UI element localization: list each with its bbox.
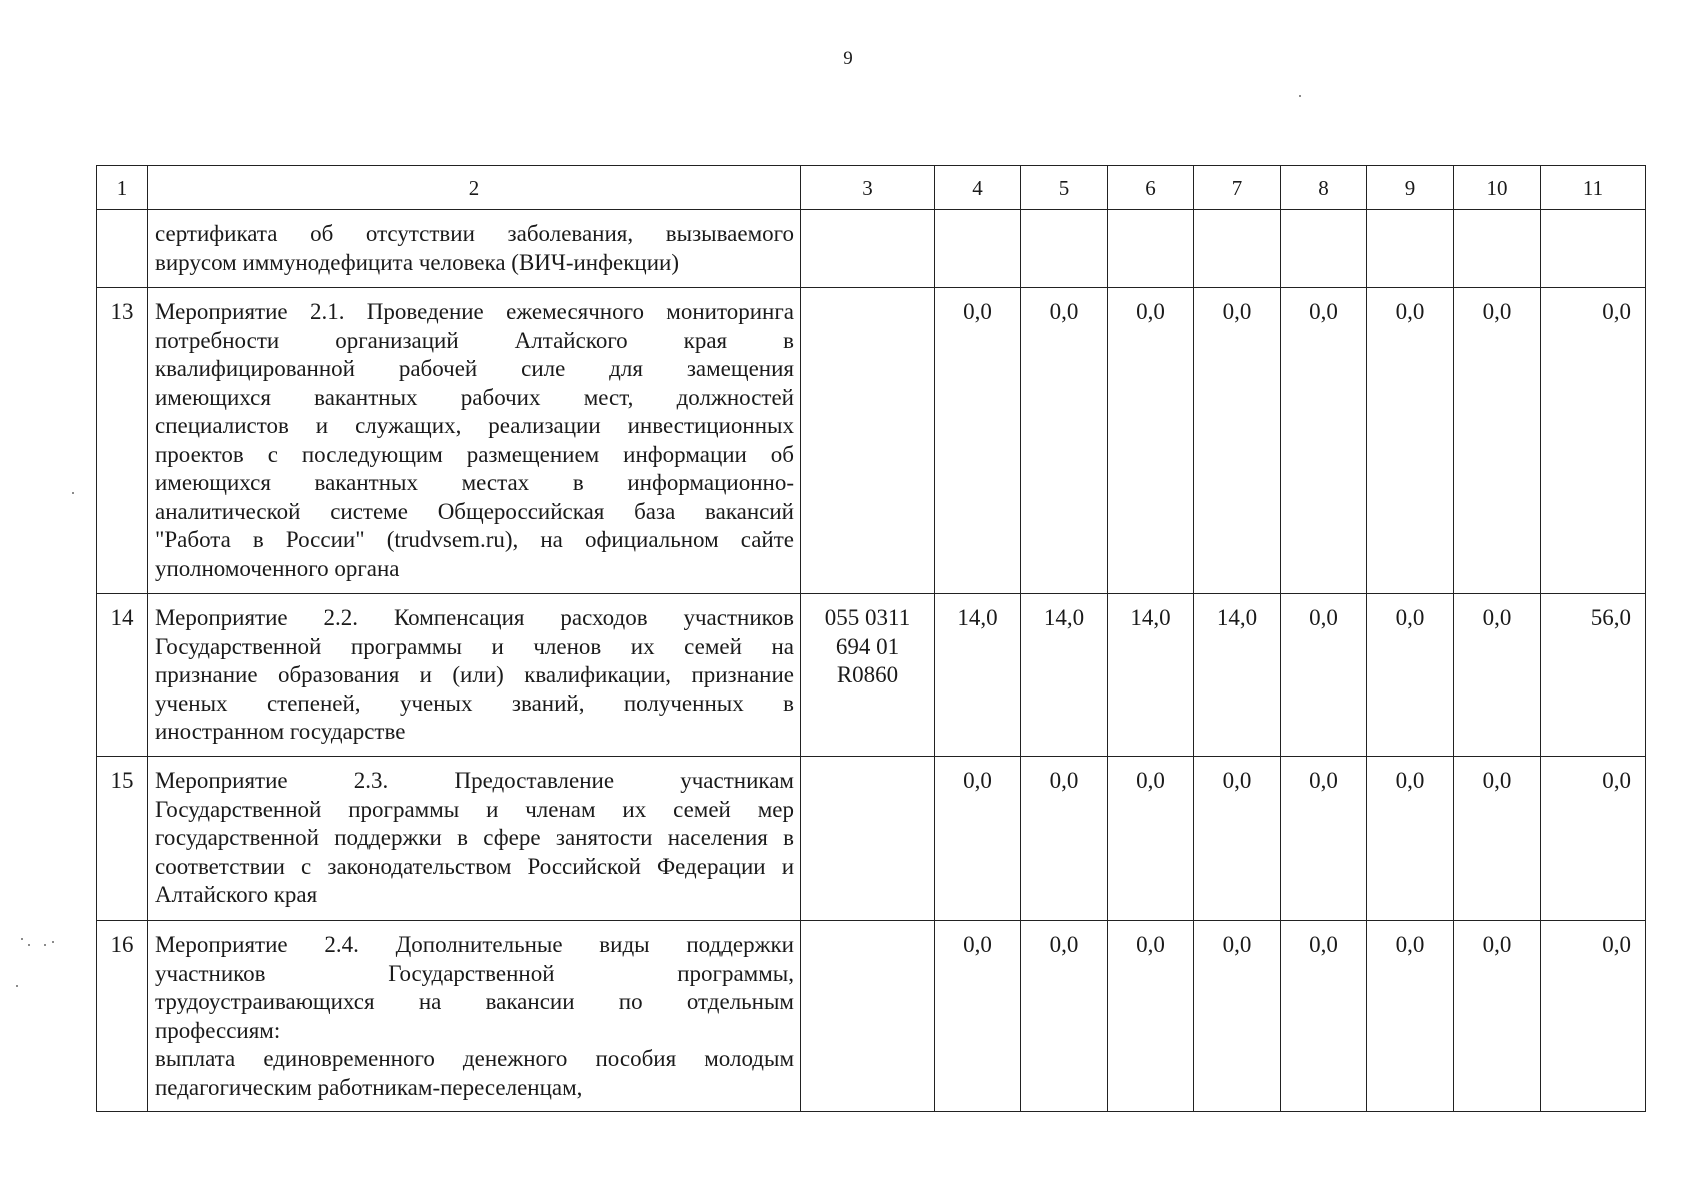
table-row — [97, 288, 1646, 594]
description-line: "Работа в России" (trudvsem.ru), на официальном сайте — [155, 527, 794, 552]
scan-speck — [16, 985, 18, 987]
budget-code-line: 694 01 — [835, 633, 900, 659]
table-header-row — [97, 166, 1646, 210]
budget-code — [801, 757, 935, 921]
table-row — [97, 210, 1646, 288]
value-cell — [935, 210, 1021, 288]
header-cell: 4 — [935, 166, 1021, 210]
value-cell: 0,0 — [1281, 921, 1367, 1112]
description-line: ученых степеней, ученых званий, полученных в — [155, 690, 794, 716]
value-cell: 0,0 — [1108, 757, 1194, 921]
scan-speck — [72, 492, 74, 494]
value-cell: 56,0 — [1541, 594, 1646, 757]
value-cell: 0,0 — [1108, 921, 1194, 1112]
page-number: 9 — [843, 48, 853, 69]
value-cell: 0,0 — [1454, 757, 1541, 921]
description-line: иностранном государстве — [155, 719, 406, 744]
budget-code — [801, 594, 935, 757]
description-line: вирусом иммунодефицита человека (ВИЧ-инфекции) — [155, 249, 679, 275]
value-cell — [1108, 210, 1194, 288]
scan-speck — [52, 941, 54, 943]
header-cell: 5 — [1021, 166, 1108, 210]
value-cell: 0,0 — [1367, 594, 1454, 757]
header-cell: 1 — [97, 166, 148, 210]
budget-code — [801, 288, 935, 594]
description-line: государственной поддержки в сфере занятости населения в — [155, 825, 794, 850]
measure-description — [148, 594, 801, 757]
row-number: 16 — [97, 921, 148, 1112]
value-cell: 0,0 — [1194, 921, 1281, 1112]
scan-speck — [28, 944, 30, 946]
table-row — [97, 594, 1646, 757]
value-cell: 0,0 — [1108, 288, 1194, 594]
description-line: аналитической системе Общероссийская база вакансий — [155, 498, 794, 524]
description-line: Государственной программы и членам их семей мер — [155, 796, 794, 822]
value-cell — [1021, 210, 1108, 288]
header-cell: 3 — [801, 166, 935, 210]
description-line: потребности организаций Алтайского края в — [155, 327, 794, 353]
header-cell: 9 — [1367, 166, 1454, 210]
header-cell: 11 — [1541, 166, 1646, 210]
value-cell: 14,0 — [1021, 594, 1108, 757]
value-cell — [1194, 210, 1281, 288]
description-line: имеющихся вакантных рабочих мест, должностей — [155, 384, 794, 410]
table-row — [97, 921, 1646, 1112]
header-cell: 2 — [148, 166, 801, 210]
scan-speck — [1299, 95, 1301, 97]
description-line: квалифицированной рабочей силе для замещения — [155, 356, 794, 381]
value-cell: 0,0 — [1281, 757, 1367, 921]
value-cell: 0,0 — [1281, 594, 1367, 757]
description-line: Мероприятие 2.1. Проведение ежемесячного мониторинга — [155, 299, 794, 324]
description-line: выплата единовременного денежного пособия молодым — [155, 1046, 794, 1071]
description-line: сертификата об отсутствии заболевания, вызываемого — [155, 221, 794, 246]
description-line: педагогическим работникам-переселенцам, — [155, 1074, 583, 1100]
header-cell: 8 — [1281, 166, 1367, 210]
description-line: имеющихся вакантных местах в информационно- — [155, 470, 794, 495]
header-cell: 10 — [1454, 166, 1541, 210]
value-cell: 14,0 — [1194, 594, 1281, 757]
value-cell: 14,0 — [1108, 594, 1194, 757]
description-line: уполномоченного органа — [155, 555, 400, 581]
header-cell: 6 — [1108, 166, 1194, 210]
table-row — [97, 757, 1646, 921]
value-cell: 0,0 — [935, 757, 1021, 921]
description-line: участников Государственной программы, — [155, 960, 794, 986]
description-line: Мероприятие 2.3. Предоставление участникам — [155, 768, 794, 793]
value-cell: 0,0 — [1454, 288, 1541, 594]
measures-table — [96, 165, 1646, 1112]
value-cell: 0,0 — [1454, 921, 1541, 1112]
description-line: Мероприятие 2.4. Дополнительные виды поддержки — [155, 932, 794, 957]
description-line: Алтайского края — [155, 882, 318, 907]
value-cell — [1281, 210, 1367, 288]
row-number: 14 — [97, 594, 148, 757]
value-cell: 14,0 — [935, 594, 1021, 757]
description-line: Государственной программы и членов их семей на — [155, 633, 794, 659]
value-cell — [1541, 210, 1646, 288]
value-cell: 0,0 — [1021, 757, 1108, 921]
value-cell: 0,0 — [1021, 288, 1108, 594]
measure-description — [148, 921, 801, 1112]
value-cell: 0,0 — [935, 288, 1021, 594]
row-number — [97, 210, 148, 288]
measure-description — [148, 210, 801, 288]
value-cell: 0,0 — [1367, 288, 1454, 594]
value-cell — [1367, 210, 1454, 288]
description-line: профессиям: — [155, 1017, 281, 1043]
description-line: соответствии с законодательством Российской Федерации и — [155, 853, 794, 879]
value-cell — [1454, 210, 1541, 288]
value-cell: 0,0 — [1454, 594, 1541, 757]
value-cell: 0,0 — [1541, 921, 1646, 1112]
measure-description — [148, 757, 801, 921]
scan-speck — [21, 938, 23, 940]
description-line: трудоустраивающихся на вакансии по отдельным — [155, 989, 794, 1014]
budget-code — [801, 210, 935, 288]
value-cell: 0,0 — [1541, 288, 1646, 594]
value-cell: 0,0 — [1194, 757, 1281, 921]
value-cell: 0,0 — [1281, 288, 1367, 594]
budget-code — [801, 921, 935, 1112]
row-number: 15 — [97, 757, 148, 921]
description-line: специалистов и служащих, реализации инвестиционных — [155, 413, 794, 438]
value-cell: 0,0 — [1367, 921, 1454, 1112]
budget-code-line: R0860 — [836, 662, 899, 687]
value-cell: 0,0 — [1194, 288, 1281, 594]
description-line: проектов с последующим размещением информации об — [155, 441, 794, 467]
value-cell: 0,0 — [1367, 757, 1454, 921]
description-line: признание образования и (или) квалификации, признание — [155, 662, 794, 687]
value-cell: 0,0 — [935, 921, 1021, 1112]
description-line: Мероприятие 2.2. Компенсация расходов участников — [155, 605, 794, 630]
header-cell: 7 — [1194, 166, 1281, 210]
row-number: 13 — [97, 288, 148, 594]
value-cell: 0,0 — [1021, 921, 1108, 1112]
value-cell: 0,0 — [1541, 757, 1646, 921]
scan-speck — [44, 944, 46, 946]
measure-description — [148, 288, 801, 594]
budget-code-line: 055 0311 — [824, 605, 911, 630]
